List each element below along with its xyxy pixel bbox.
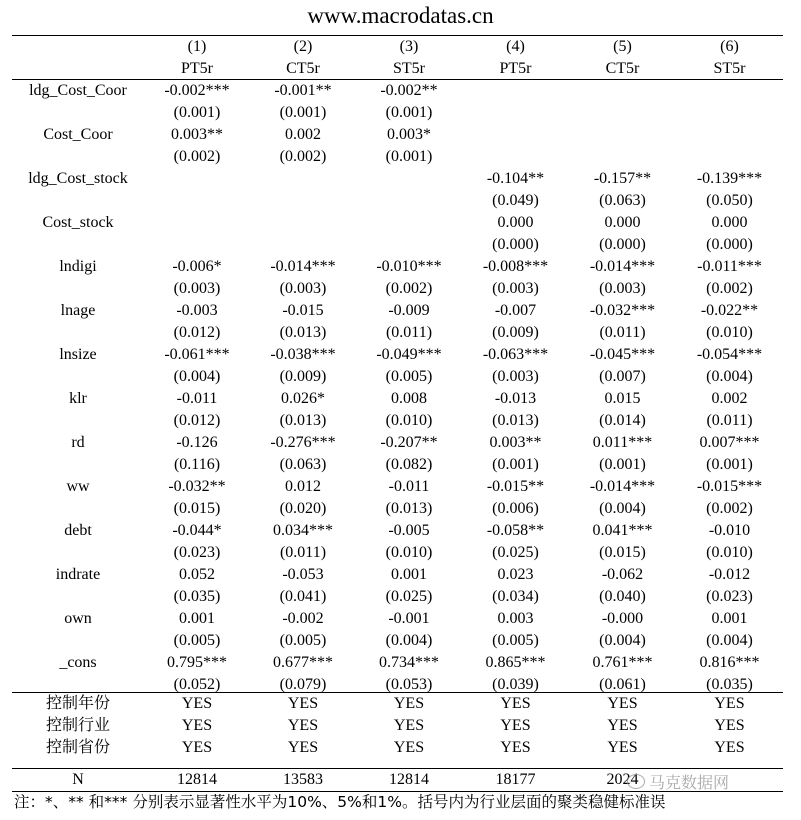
coef-cell: -0.063*** bbox=[482, 346, 549, 363]
se-cell: (0.050) bbox=[706, 192, 753, 209]
variable-label: ldg_Cost_stock bbox=[28, 170, 128, 187]
control-row bbox=[12, 693, 783, 715]
coef-cell: -0.104** bbox=[486, 170, 545, 187]
header-blank bbox=[12, 58, 144, 80]
se-cell: (0.004) bbox=[385, 632, 433, 649]
column-name: CT5r bbox=[605, 60, 640, 77]
control-cell: YES bbox=[607, 739, 638, 756]
n-cell: 12814 bbox=[177, 771, 217, 788]
coef-cell: 0.002 bbox=[285, 126, 321, 143]
coef-cell: -0.062 bbox=[601, 566, 644, 583]
coef-cell: 0.003 bbox=[497, 610, 534, 627]
coef-cell: 0.865*** bbox=[485, 654, 546, 671]
coef-cell: -0.009 bbox=[388, 302, 430, 319]
coef-cell: 0.001 bbox=[711, 610, 748, 627]
coef-cell bbox=[144, 212, 250, 234]
variable-label: klr bbox=[69, 390, 87, 407]
variable-label: ldg_Cost_Coor bbox=[29, 82, 127, 99]
se-blank bbox=[12, 454, 144, 476]
coef-cell: -0.053 bbox=[282, 566, 324, 583]
coef-cell: -0.126 bbox=[176, 434, 218, 451]
se-cell bbox=[144, 234, 250, 256]
control-cell: YES bbox=[714, 739, 745, 756]
control-cell: YES bbox=[714, 717, 745, 734]
coef-cell: 0.034*** bbox=[273, 522, 333, 539]
coef-cell: 0.000 bbox=[604, 214, 641, 231]
n-cell: 18177 bbox=[495, 771, 536, 788]
se-cell: (0.023) bbox=[173, 544, 221, 561]
se-cell: (0.063) bbox=[279, 456, 327, 473]
control-cell: YES bbox=[181, 695, 213, 712]
coef-cell: -0.207** bbox=[380, 434, 438, 451]
se-row bbox=[12, 366, 783, 388]
coef-cell: -0.013 bbox=[494, 390, 537, 407]
se-cell: (0.003) bbox=[599, 280, 646, 297]
se-row bbox=[12, 322, 783, 344]
se-cell bbox=[462, 146, 569, 168]
coef-cell: -0.007 bbox=[494, 302, 537, 319]
se-cell: (0.012) bbox=[173, 412, 221, 429]
coef-cell: 0.001 bbox=[179, 610, 215, 627]
se-cell: (0.002) bbox=[706, 280, 753, 297]
se-cell: (0.040) bbox=[599, 588, 646, 605]
variable-label: _cons bbox=[59, 654, 97, 671]
se-cell bbox=[356, 190, 462, 212]
se-cell: (0.005) bbox=[173, 632, 221, 649]
se-row bbox=[12, 630, 783, 652]
column-number: (4) bbox=[506, 38, 525, 55]
coef-cell: 0.015 bbox=[604, 390, 641, 407]
se-cell bbox=[144, 190, 250, 212]
column-number: (3) bbox=[399, 38, 419, 55]
coef-cell: 0.000 bbox=[711, 214, 748, 231]
se-blank bbox=[12, 498, 144, 520]
control-cell: YES bbox=[393, 739, 425, 756]
page-title: www.macrodatas.cn bbox=[307, 3, 494, 28]
coef-cell: 0.761*** bbox=[592, 654, 653, 671]
se-cell: (0.003) bbox=[492, 368, 539, 385]
coef-cell: -0.044* bbox=[172, 522, 222, 539]
se-cell: (0.004) bbox=[599, 500, 646, 517]
controls-table bbox=[12, 693, 783, 759]
coef-row bbox=[12, 300, 783, 322]
coef-row bbox=[12, 608, 783, 630]
se-cell: (0.001) bbox=[706, 456, 753, 473]
control-cell: YES bbox=[393, 717, 425, 734]
se-cell: (0.003) bbox=[279, 280, 327, 297]
coef-cell: 0.011*** bbox=[592, 434, 653, 451]
variable-label: ww bbox=[66, 478, 90, 495]
se-cell bbox=[676, 146, 783, 168]
coef-cell: -0.022** bbox=[700, 302, 759, 319]
header-blank bbox=[12, 36, 144, 58]
regression-table bbox=[12, 80, 783, 696]
coef-cell: -0.011 bbox=[388, 478, 430, 495]
se-cell: (0.002) bbox=[385, 280, 433, 297]
variable-label: lnsize bbox=[59, 346, 97, 363]
se-blank bbox=[12, 234, 144, 256]
coef-cell: 0.008 bbox=[391, 390, 427, 407]
se-cell: (0.001) bbox=[492, 456, 539, 473]
coef-cell: 0.001 bbox=[391, 566, 427, 583]
se-cell: (0.013) bbox=[385, 500, 433, 517]
coef-cell bbox=[144, 168, 250, 190]
n-label: N bbox=[72, 771, 84, 788]
control-cell: YES bbox=[607, 695, 638, 712]
se-row bbox=[12, 234, 783, 256]
control-cell: YES bbox=[500, 739, 531, 756]
variable-label: Cost_Coor bbox=[43, 126, 113, 143]
coef-cell bbox=[462, 124, 569, 146]
coef-cell: 0.816*** bbox=[699, 654, 760, 671]
variable-label: lnage bbox=[60, 302, 96, 319]
se-cell: (0.000) bbox=[492, 236, 539, 253]
se-cell: (0.049) bbox=[492, 192, 539, 209]
coef-cell: -0.010 bbox=[708, 522, 751, 539]
coef-cell: -0.008*** bbox=[482, 258, 549, 275]
se-cell: (0.012) bbox=[173, 324, 221, 341]
coef-row bbox=[12, 124, 783, 146]
coef-cell bbox=[356, 168, 462, 190]
variable-label: rd bbox=[71, 434, 85, 451]
se-cell: (0.063) bbox=[599, 192, 646, 209]
variable-label: Cost_stock bbox=[42, 214, 114, 231]
control-cell: YES bbox=[181, 717, 213, 734]
control-label: 控制行业 bbox=[45, 717, 110, 734]
coef-cell: -0.001 bbox=[388, 610, 430, 627]
coef-cell: 0.012 bbox=[285, 478, 321, 495]
se-cell bbox=[250, 190, 356, 212]
se-cell bbox=[569, 102, 676, 124]
se-cell: (0.002) bbox=[279, 148, 327, 165]
se-cell: (0.000) bbox=[706, 236, 753, 253]
column-number: (6) bbox=[720, 38, 739, 55]
column-name: CT5r bbox=[286, 60, 320, 77]
se-cell: (0.041) bbox=[279, 588, 327, 605]
control-cell: YES bbox=[181, 739, 213, 756]
coef-cell: 0.003** bbox=[171, 126, 223, 143]
variable-label: lndigi bbox=[59, 258, 97, 275]
n-cell: 2024 bbox=[606, 771, 639, 788]
coef-cell bbox=[462, 80, 569, 102]
coef-cell: -0.003 bbox=[176, 302, 218, 319]
coef-cell bbox=[676, 80, 783, 102]
variable-label: own bbox=[64, 610, 92, 627]
coef-cell: -0.015*** bbox=[696, 478, 763, 495]
control-cell: YES bbox=[287, 739, 319, 756]
se-row bbox=[12, 454, 783, 476]
se-cell bbox=[569, 146, 676, 168]
coef-cell: -0.011 bbox=[176, 390, 218, 407]
variable-label: debt bbox=[64, 522, 92, 539]
se-cell: (0.014) bbox=[599, 412, 646, 429]
control-row bbox=[12, 737, 783, 759]
column-name: ST5r bbox=[393, 60, 425, 77]
coef-cell bbox=[569, 124, 676, 146]
se-row bbox=[12, 146, 783, 168]
coef-cell: -0.276*** bbox=[270, 434, 336, 451]
se-cell: (0.061) bbox=[599, 676, 646, 693]
se-cell: (0.010) bbox=[385, 412, 433, 429]
column-name: PT5r bbox=[499, 60, 532, 77]
n-cell: 12814 bbox=[389, 771, 429, 788]
coef-cell: -0.002** bbox=[380, 82, 438, 99]
se-blank bbox=[12, 586, 144, 608]
coef-cell: 0.023 bbox=[497, 566, 534, 583]
se-blank bbox=[12, 542, 144, 564]
coef-cell: -0.038*** bbox=[270, 346, 336, 363]
column-number: (5) bbox=[613, 38, 632, 55]
se-cell: (0.052) bbox=[173, 676, 221, 693]
coef-cell: -0.054*** bbox=[696, 346, 763, 363]
header-row-names bbox=[12, 58, 783, 80]
se-cell: (0.013) bbox=[279, 324, 327, 341]
coef-cell: -0.014*** bbox=[589, 478, 656, 495]
se-cell: (0.001) bbox=[173, 104, 221, 121]
se-blank bbox=[12, 366, 144, 388]
se-cell: (0.053) bbox=[385, 676, 433, 693]
coef-cell: -0.006* bbox=[172, 258, 222, 275]
coef-cell: -0.015** bbox=[486, 478, 545, 495]
se-cell: (0.010) bbox=[706, 544, 753, 561]
se-cell: (0.039) bbox=[492, 676, 539, 693]
se-cell: (0.020) bbox=[279, 500, 327, 517]
coef-cell: -0.010*** bbox=[376, 258, 442, 275]
se-cell: (0.035) bbox=[706, 676, 753, 693]
se-blank bbox=[12, 190, 144, 212]
coef-cell bbox=[569, 80, 676, 102]
se-blank bbox=[12, 630, 144, 652]
control-row bbox=[12, 715, 783, 737]
coef-cell: 0.003** bbox=[489, 434, 542, 451]
coef-cell: 0.007*** bbox=[699, 434, 760, 451]
se-cell: (0.011) bbox=[279, 544, 327, 561]
se-blank bbox=[12, 146, 144, 168]
se-cell: (0.011) bbox=[385, 324, 433, 341]
coef-cell: -0.045*** bbox=[589, 346, 656, 363]
se-cell: (0.004) bbox=[706, 632, 753, 649]
se-row bbox=[12, 102, 783, 124]
se-cell: (0.010) bbox=[706, 324, 753, 341]
se-cell: (0.011) bbox=[599, 324, 646, 341]
se-cell: (0.116) bbox=[173, 456, 221, 473]
se-cell: (0.009) bbox=[279, 368, 327, 385]
se-cell: (0.013) bbox=[492, 412, 539, 429]
control-cell: YES bbox=[500, 695, 531, 712]
coef-cell: -0.002 bbox=[282, 610, 324, 627]
se-cell bbox=[676, 102, 783, 124]
coef-cell bbox=[250, 212, 356, 234]
coef-row bbox=[12, 564, 783, 586]
se-cell: (0.003) bbox=[492, 280, 539, 297]
se-row bbox=[12, 278, 783, 300]
se-blank bbox=[12, 322, 144, 344]
se-cell: (0.023) bbox=[706, 588, 753, 605]
se-cell bbox=[462, 102, 569, 124]
coef-cell: -0.001** bbox=[274, 82, 332, 99]
coef-cell bbox=[676, 124, 783, 146]
se-cell: (0.005) bbox=[385, 368, 433, 385]
coef-cell: -0.058** bbox=[486, 522, 545, 539]
coef-row bbox=[12, 432, 783, 454]
coef-row bbox=[12, 256, 783, 278]
se-cell bbox=[356, 234, 462, 256]
coef-row bbox=[12, 388, 783, 410]
column-number: (1) bbox=[187, 38, 207, 55]
se-cell: (0.006) bbox=[492, 500, 539, 517]
coef-cell: -0.011*** bbox=[697, 258, 762, 275]
coef-cell: 0.003* bbox=[387, 126, 431, 143]
se-row bbox=[12, 542, 783, 564]
se-cell: (0.005) bbox=[492, 632, 539, 649]
coef-cell: -0.000 bbox=[601, 610, 644, 627]
control-cell: YES bbox=[607, 717, 638, 734]
coef-cell: -0.032** bbox=[168, 478, 226, 495]
se-cell: (0.011) bbox=[706, 412, 753, 429]
variable-label: indrate bbox=[55, 566, 101, 583]
coef-cell: 0.026* bbox=[281, 390, 325, 407]
se-cell: (0.001) bbox=[385, 148, 433, 165]
coef-cell: -0.061*** bbox=[164, 346, 230, 363]
se-cell: (0.002) bbox=[173, 148, 221, 165]
header-row-numbers bbox=[12, 36, 783, 58]
se-row bbox=[12, 586, 783, 608]
se-cell bbox=[250, 234, 356, 256]
control-cell: YES bbox=[287, 695, 319, 712]
coef-cell bbox=[356, 212, 462, 234]
control-cell: YES bbox=[714, 695, 745, 712]
se-cell: (0.009) bbox=[492, 324, 539, 341]
watermark-text: 马克数据网 bbox=[649, 773, 730, 792]
se-cell: (0.015) bbox=[599, 544, 646, 561]
coef-cell: -0.049*** bbox=[376, 346, 442, 363]
se-cell: (0.004) bbox=[173, 368, 221, 385]
wechat-icon bbox=[627, 774, 645, 789]
coef-cell: 0.795*** bbox=[167, 654, 227, 671]
control-cell: YES bbox=[287, 717, 319, 734]
se-cell: (0.004) bbox=[706, 368, 753, 385]
n-cell: 13583 bbox=[283, 771, 323, 788]
se-blank bbox=[12, 410, 144, 432]
coef-row bbox=[12, 344, 783, 366]
coef-cell: -0.012 bbox=[708, 566, 751, 583]
se-cell: (0.002) bbox=[706, 500, 753, 517]
se-row bbox=[12, 190, 783, 212]
column-number: (2) bbox=[293, 38, 313, 55]
coef-cell: -0.032*** bbox=[589, 302, 656, 319]
coef-row bbox=[12, 80, 783, 102]
se-cell: (0.005) bbox=[279, 632, 327, 649]
coef-cell: -0.005 bbox=[388, 522, 430, 539]
coef-cell: 0.052 bbox=[179, 566, 215, 583]
se-cell: (0.003) bbox=[173, 280, 221, 297]
se-cell: (0.000) bbox=[599, 236, 646, 253]
se-blank bbox=[12, 278, 144, 300]
se-cell: (0.015) bbox=[173, 500, 221, 517]
control-label: 控制省份 bbox=[45, 739, 110, 756]
coef-row bbox=[12, 520, 783, 542]
column-header bbox=[12, 36, 783, 80]
se-cell: (0.025) bbox=[385, 588, 433, 605]
coef-cell: -0.139*** bbox=[696, 170, 763, 187]
coef-cell: -0.157** bbox=[593, 170, 652, 187]
coef-row bbox=[12, 476, 783, 498]
se-cell: (0.013) bbox=[279, 412, 327, 429]
coef-cell: -0.002*** bbox=[164, 82, 230, 99]
se-row bbox=[12, 498, 783, 520]
se-cell: (0.035) bbox=[173, 588, 221, 605]
column-name: ST5r bbox=[713, 60, 746, 77]
coef-row bbox=[12, 168, 783, 190]
se-cell: (0.034) bbox=[492, 588, 539, 605]
se-cell: (0.010) bbox=[385, 544, 433, 561]
coef-row bbox=[12, 212, 783, 234]
se-cell: (0.082) bbox=[385, 456, 433, 473]
se-cell: (0.079) bbox=[279, 676, 327, 693]
coef-row bbox=[12, 652, 783, 674]
watermark bbox=[627, 770, 729, 793]
se-cell: (0.004) bbox=[599, 632, 646, 649]
se-cell: (0.001) bbox=[599, 456, 646, 473]
control-label: 控制年份 bbox=[45, 695, 110, 712]
se-cell: (0.025) bbox=[492, 544, 539, 561]
coef-cell: 0.677*** bbox=[273, 654, 333, 671]
coef-cell: 0.041*** bbox=[592, 522, 653, 539]
se-cell: (0.001) bbox=[385, 104, 433, 121]
control-cell: YES bbox=[500, 717, 531, 734]
column-name: PT5r bbox=[181, 60, 213, 77]
se-cell: (0.007) bbox=[599, 368, 646, 385]
coef-cell: 0.734*** bbox=[379, 654, 439, 671]
coef-cell: -0.015 bbox=[282, 302, 324, 319]
coef-cell: 0.000 bbox=[497, 214, 534, 231]
se-blank bbox=[12, 102, 144, 124]
control-cell: YES bbox=[393, 695, 425, 712]
coef-cell: -0.014*** bbox=[589, 258, 656, 275]
coef-cell bbox=[250, 168, 356, 190]
se-cell: (0.001) bbox=[279, 104, 327, 121]
coef-cell: 0.002 bbox=[711, 390, 748, 407]
coef-cell: -0.014*** bbox=[270, 258, 336, 275]
table-note: 注：*、** 和*** 分别表示显著性水平为10%、5%和1%。括号内为行业层面的聚类稳健标准误 bbox=[14, 793, 666, 811]
se-row bbox=[12, 410, 783, 432]
